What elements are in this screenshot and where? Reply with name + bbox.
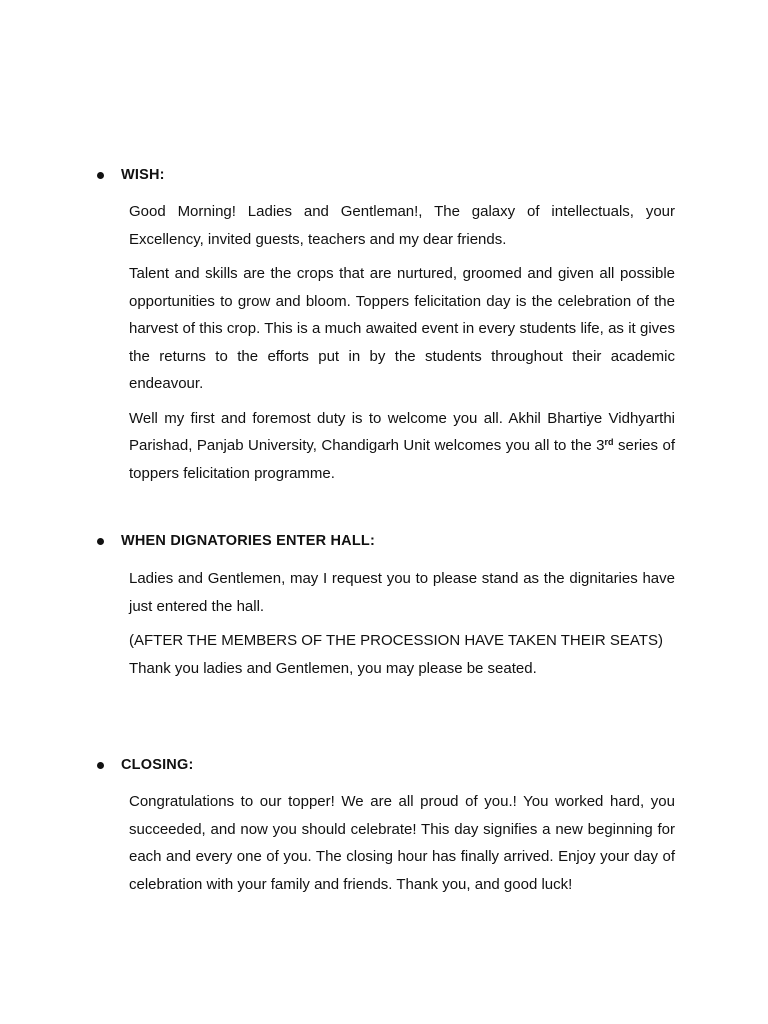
- paragraph-procession-note: (AFTER THE MEMBERS OF THE PROCESSION HAVE TAKEN THEIR SEATS): [129, 632, 663, 649]
- heading-row-closing: [0, 755, 768, 779]
- welcome-text-end: series of toppers felicitation programme.: [129, 437, 676, 482]
- bullet-icon: [97, 762, 104, 769]
- bullet-icon: [97, 172, 104, 179]
- ordinal-superscript: rd: [604, 437, 614, 447]
- heading-closing: CLOSING:: [121, 757, 194, 773]
- welcome-text-start: Well my first and foremost duty is to welcome you all. Akhil Bhartiye Vidhyarthi Parishad, Panjab University, Chandigarh Unit welcomes you all to the 3: [129, 409, 675, 454]
- heading-row-wish: [0, 165, 768, 189]
- heading-wish: WISH:: [121, 167, 165, 183]
- paragraph-request-stand: Ladies and Gentlemen, may I request you to please stand as the dignitaries have just entered the hall.: [129, 570, 675, 615]
- paragraph-be-seated: Thank you ladies and Gentlemen, you may please be seated.: [129, 659, 537, 677]
- section-dignitaries: [0, 531, 768, 682]
- heading-dignitaries: WHEN DIGNATORIES ENTER HALL:: [121, 533, 375, 549]
- section-wish: [0, 165, 768, 487]
- paragraph-greeting: Good Morning! Ladies and Gentleman!, The galaxy of intellectuals, your Excellency, invited guests, teachers and my dear friends.: [129, 203, 675, 248]
- heading-row-dignitaries: [0, 531, 768, 555]
- paragraph-welcome: [129, 405, 675, 488]
- section-closing: [0, 755, 768, 898]
- paragraph-congratulations: Congratulations to our topper! We are all proud of you.! You worked hard, you succeeded, and now you should celebrate! This day signifies a new beginning for each and every one of you. The closing hour has finally arrived. Enjoy your day of celebration with your family and friends. Thank you, and good luck!: [129, 793, 675, 893]
- paragraph-talent: Talent and skills are the crops that are nurtured, groomed and given all possible opportunities to grow and bloom. Toppers felicitation day is the celebration of the harvest of this crop. This is a much awaited event in every students life, as it gives the returns to the efforts put in by the students throughout their academic endeavour.: [129, 265, 675, 392]
- bullet-icon: [97, 538, 104, 545]
